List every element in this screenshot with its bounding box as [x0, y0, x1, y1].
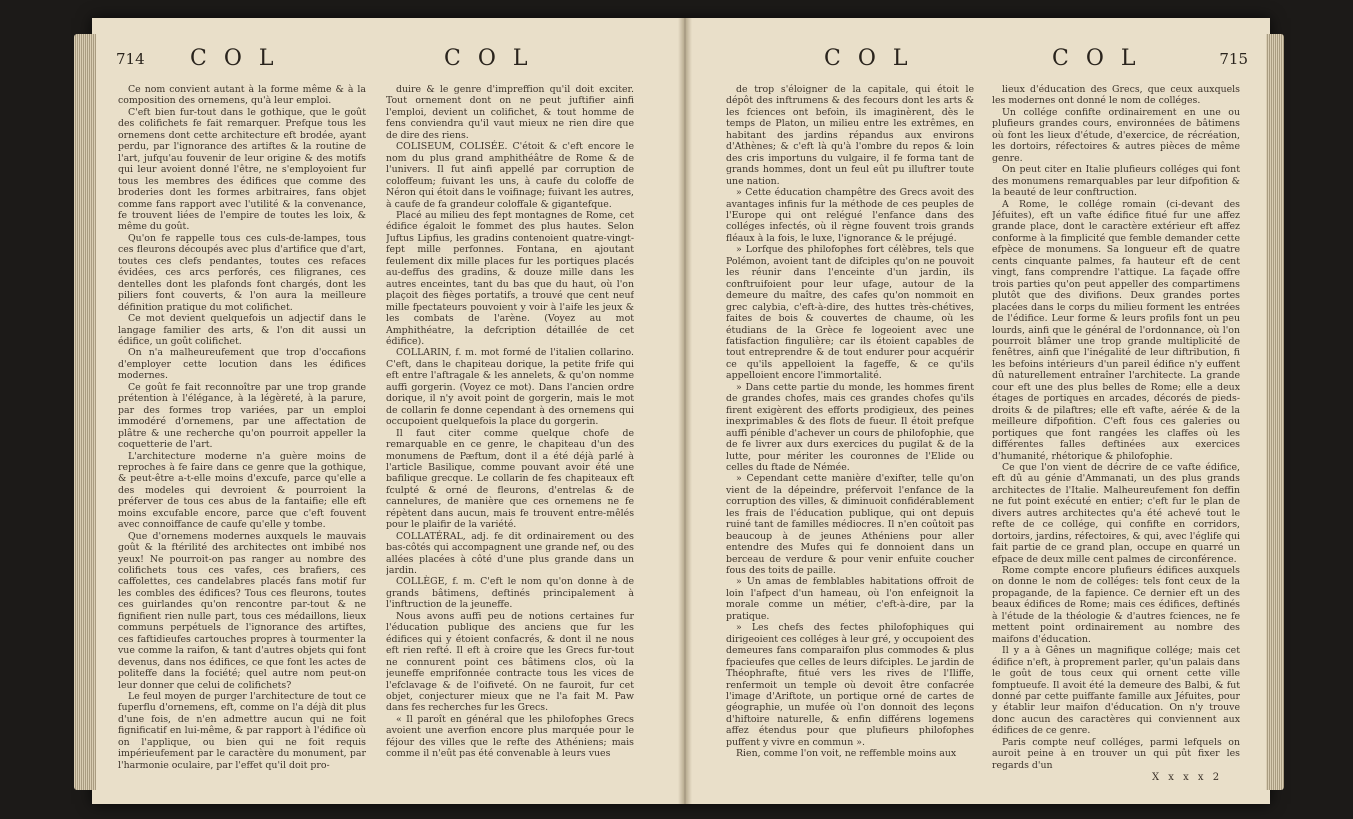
paragraph: Que d'ornemens modernes auxquels le mauvais goût & la ftérilité des architectes ont imbibé nos yeux! Ne pourroit-on pas ranger au nombre des colifichets tous ces vafes, ces brafiers, ces caffolettes, ces candelabres placés fans motif fur les combles des édifices? Tous ces fleurons, toutes ces guirlandes qu'on rencontre par-tout & ne fignifient rien nulle part, tous ces médaillons, lieux communs perpétuels de l'ignorance des artiftes, ces faftidieufes cartouches propres à tourmenter la vue comme la raifon, & tant d'autres objets qui font devenus, dans nos édifices, ce que font les actes de politeffe dans la fociété; quel autre nom peut-on leur donner que celui de colifichets? — [118, 530, 366, 691]
left-page — [92, 18, 678, 804]
paragraph: Le feul moyen de purger l'architecture de tout ce fuperflu d'ornemens, eft, comme on l'a déjà dit plus d'une fois, de n'en admettre aucun qui ne foit fignificatif en lui-même, & par rapport à l'édifice où on l'applique, ou bien qui ne foit requis impérieufement par le caractère du monument, par l'harmonie oculaire, par l'effet qu'il doit pro- — [118, 691, 366, 771]
paragraph: » Un amas de femblables habitations offroit de loin l'afpect d'un hameau, où l'on enfeignoit la morale comme un métier, c'eft-à-dire, par la pratique. — [726, 576, 974, 622]
running-head: C O L — [190, 46, 279, 71]
paragraph: « Il paroît en général que les philofophes Grecs avoient une averfion encore plus marquée pour le féjour des villes que le refte des Athéniens; mais comme il n'eût pas été convenable à leurs vues — [386, 713, 634, 760]
paragraph: Paris compte neuf colléges, parmi lefquels on auroit peine à en trouver un qui pût fixer les regards d'un — [992, 736, 1240, 770]
paragraph: On n'a malheureufement que trop d'occafions d'employer cette locution dans les édifices modernes. — [118, 347, 366, 382]
paragraph: A Rome, le collége romain (ci-devant des Jéfuites), eft un vafte édifice fitué fur une affez grande place, dont le caractère extérieur eft affez conforme à la fimplicité que femble demander cette efpèce de monumens. Sa longueur eft de quatre cents cinquante palmes, fa hauteur eft de cent vingt, fans comprendre l'attique. La façade offre trois parties qu'on peut appeller des compartimens plutôt que des divifions. Deux grandes portes placées dans le corps du milieu forment les entrées de l'édifice. Leur forme & leurs profils font un peu lourds, ainfi que le général de l'ordonnance, où l'on pourroit blâmer une trop grande multiplicité de fenêtres, ainfi que l'inégalité de leur diftribution, fi les befoins intérieurs d'un pareil édifice n'y euffent dû naturellement entraîner l'architecte. La grande cour eft une des plus belles de Rome; elle a deux étages de portiques en arcades, décorés de pieds-droits & de pilaftres; elle eft vafte, aérée & de la meilleure difpofition. C'eft fous ces galeries ou portiques que font rangées les claffes où les différentes falles deftinées aux exercices d'humanité, rhétorique & philofophie. — [992, 198, 1240, 462]
paragraph: Ce mot devient quelquefois un adjectif dans le langage familier des arts, & l'on dit aussi un édifice, un goût colifichet. — [118, 313, 366, 347]
paragraph: C'eft bien fur-tout dans le gothique, que le goût des colifichets fe fait remarquer. Prefque tous les ornemens dont cette architecture eft brodée, ayant perdu, par l'ignorance des artiftes & la routine de l'art, jufqu'au fouvenir de leur origine & des motifs qui leur avoient donné l'être, ne s'employoient fur tous les membres des édifices que comme des broderies dont les formes arbitraires, fans objet comme fans rapport avec l'utilité & la convenance, fe trouvent liées de l'empire de toutes les loix, & même du goût. — [118, 106, 366, 233]
paragraph: duire & le genre d'impreffion qu'il doit exciter. Tout ornement dont on ne peut juftifier ainfi l'emploi, devient un colifichet, & tout homme de fens conviendra qu'il vaut mieux ne rien dire que de dire des riens. — [386, 84, 634, 141]
paragraph: Ce que l'on vient de décrire de ce vafte édifice, eft dû au génie d'Ammanati, un des plus grands architectes de l'Italie. Malheureufement fon deffin ne fut point exécuté en entier; c'eft fur le plan de divers autres architectes qu'a été achevé tout le refte de ce collége, qui confifte en corridors, dortoirs, jardins, réfectoires, & qui, avec l'églife qui fait partie de ce grand plan, occupe en quarré un efpace de deux mille cent palmes de circonférence. — [992, 461, 1240, 565]
left-page-edge — [74, 34, 96, 790]
running-head: C O L — [824, 46, 913, 71]
right-page-edge — [1266, 34, 1284, 790]
paragraph: Qu'on fe rappelle tous ces culs-de-lampes, tous ces fleurons découpés avec plus d'artifice que d'art, toutes ces clefs pendantes, toutes ces refaces évidées, ces arcs perforés, ces filigranes, ces dentelles dont les plafonds font chargés, dont les piliers font couverts, & l'on aura la meilleure définition pratique du mot colifichet. — [118, 232, 366, 313]
running-head: C O L — [1052, 46, 1141, 71]
paragraph: COLISEUM, COLISÉE. C'étoit & c'eft encore le nom du plus grand amphithéâtre de Rome & de l'univers. Il fut ainfi appellé par corruption de coloffeum; fuivant les uns, à caufe du coloffe de Néron qui étoit dans le voifinage; fuivant les autres, à caufe de fa grandeur coloffale & gigantefque. — [386, 141, 634, 210]
paragraph: » Cette éducation champêtre des Grecs avoit des avantages infinis fur la méthode de ces peuples de l'Europe qui ont relégué l'enfance dans des colléges infectés, où il règne fouvent trois grands fléaux à la fois, le luxe, l'ignorance & le préjugé. — [726, 187, 974, 244]
paragraph: Il y a à Gênes un magnifique collége; mais cet édifice n'eft, à proprement parler, qu'un palais dans le goût de tous ceux qui ornent cette ville fomptueufe. Il avoit été la demeure des Balbi, & fut donné par cette puiffante famille aux Jéfuites, pour y établir leur maifon d'éducation. On n'y trouve donc aucun des caractères qui conviennent aux édifices de ce genre. — [992, 645, 1240, 737]
open-book — [92, 18, 1270, 804]
paragraph: Ce goût fe fait reconnoître par une trop grande prétention à l'élégance, à la légèreté, à la parure, par des formes trop variées, par un emploi immodéré d'ornemens, par une affectation de plâtre & une recherche qu'on pourroit appeller la coquetterie de l'art. — [118, 381, 366, 451]
text-column-left-2 — [386, 84, 634, 784]
paragraph: Un collége confifte ordinairement en une ou plufieurs grandes cours, environnées de bâtimens où font les lieux d'étude, d'exercice, de récréation, les dortoirs, réfectoires & autres pièces de même genre. — [992, 106, 1240, 164]
paragraph: On peut citer en Italie plufieurs colléges qui font des monumens remarquables par leur difpofition & la beauté de leur conftruction. — [992, 164, 1240, 199]
paragraph: Ce nom convient autant à la forme même & à la composition des ornemens, qu'à leur emploi. — [118, 84, 366, 107]
text-column-right-2 — [992, 84, 1240, 770]
book-gutter — [678, 18, 692, 804]
running-head: C O L — [444, 46, 533, 71]
paragraph: Il faut citer comme quelque chofe de remarquable en ce genre, le chapiteau d'un des monumens de Pæftum, dont il a été déjà parlé à l'article Basilique, comme pouvant avoir été une bafilique grecque. Le collarin de fes chapiteaux eft fculpté & orné de fleurons, d'entrelas & de cannelures, de manière que ces ornemens ne fe répètent dans aucun, mais fe trouvent entre-mêlés pour le plaifir de la variété. — [386, 427, 634, 531]
paragraph: » Lorfque des philofophes fort célèbres, tels que Polémon, avoient tant de difciples qu'on ne pouvoit les réunir dans l'enceinte d'un jardin, ils conftruifoient pour leur ufage, autour de la demeure du maître, des cafes qu'on nommoit en grec calybia, c'eft-à-dire, des huttes très-chétives, faites de bois & couvertes de chaume, où les étudians de la Grèce fe logeoient avec une fatisfaction fingulière; car ils étoient capables de tout entreprendre & de tout endurer pour acquérir ce qu'ils appelloient la fageffe, & ce qu'ils appelloient encore l'immortalité. — [726, 244, 974, 382]
paragraph: » Cependant cette manière d'exifter, telle qu'on vient de la dépeindre, préfervoit l'enfance de la corruption des villes, & diminuoit confidérablement les frais de l'éducation publique, qui ont depuis ruiné tant de familles médiocres. Il n'en coûtoit pas beaucoup à de jeunes Athéniens pour aller entendre des Mufes qui fe donnoient dans un berceau de verdure & pour venir enfuite coucher fous des toits de paille. — [726, 473, 974, 577]
page-number-left: 714 — [116, 50, 145, 68]
paragraph: COLLATÉRAL, adj. fe dit ordinairement ou des bas-côtés qui accompagnent une grande nef, ou des allées placées à côté d'une plus grande dans un jardin. — [386, 530, 634, 577]
signature-mark: X x x x 2 — [1152, 772, 1223, 783]
right-page — [692, 18, 1270, 804]
paragraph: » Les chefs des fectes philofophiques qui dirigeoient ces colléges à leur gré, y occupoient des demeures fans comparaifon plus commodes & plus fpacieufes que celles de leurs difciples. Le jardin de Théophrafte, fitué vers les rives de l'Iliffe, renfermoit un temple où devoit être confacrée l'image d'Ariftote, un portique orné de cartes de géographie, un mufée où l'on donnoit des leçons d'hiftoire naturelle, & enfin différens logemens affez étendus pour que plufieurs philofophes puffent y vivre en commun ». — [726, 622, 974, 748]
paragraph: » Dans cette partie du monde, les hommes firent de grandes chofes, mais ces grandes chofes qu'ils firent exigèrent des efforts prodigieux, des peines inexprimables & des flots de fueur. Il étoit prefque auffi pénible d'achever un cours de philofophie, que de fe livrer aux durs exercices du pugilat & de la lutte, pour mériter les couronnes de l'Elide ou celles du ftade de Némée. — [726, 381, 974, 473]
paragraph: Placé au milieu des fept montagnes de Rome, cet édifice égaloit le fommet des plus hautes. Selon Juftus Lipfius, les gradins contenoient quatre-vingt-fept mille perfonnes. Fontana, en ajoutant feulement dix mille places fur les portiques placés au-deffus des gradins, & douze mille dans les autres enceintes, tant du bas que du haut, où l'on plaçoit des fièges portatifs, a trouvé que cent neuf mille fpectateurs pouvoient y voir à l'aife les jeux & les combats de l'arène. (Voyez au mot Amphithéatre, la defcription détaillée de cet édifice). — [386, 209, 634, 347]
left-page-header — [114, 46, 656, 72]
paragraph: Rome compte encore plufieurs édifices auxquels on donne le nom de colléges: tels font ceux de la propagande, de la fapience. Ce dernier eft un des beaux édifices de Rome; mais ces édifices, deftinés à l'étude de la théologie & d'autres fciences, ne fe mettent point ordinairement au nombre des maifons d'éducation. — [992, 565, 1240, 645]
paragraph: Rien, comme l'on voit, ne reffemble moins aux — [736, 748, 957, 760]
paragraph: COLLÈGE, f. m. C'eft le nom qu'on donne à de grands bâtimens, deftinés principalement à l'inftruction de la jeuneffe. — [386, 576, 634, 611]
page-number-right: 715 — [1219, 50, 1248, 68]
paragraph: lieux d'éducation des Grecs, que ceux auxquels les modernes ont donné le nom de colléges. — [992, 84, 1240, 107]
text-column-right-1 — [726, 84, 974, 784]
paragraph: Nous avons auffi peu de notions certaines fur l'éducation publique des anciens que fur les édifices qui y étoient confacrés, & dont il ne nous eft rien refté. Il eft à croire que les Grecs fur-tout ne connurent point ces bâtimens clos, où la jeuneffe emprifonnée contracte tous les vices de l'efclavage & de l'oifiveté. On ne fauroit, fur cet objet, conjecturer mieux que ne l'a fait M. Paw dans fes recherches fur les Grecs. — [386, 610, 634, 714]
text-column-left-1 — [118, 84, 366, 784]
paragraph: COLLARIN, f. m. mot formé de l'italien collarino. C'eft, dans le chapiteau dorique, la petite frife qui eft entre l'aftragale & les annelets, & qu'on nomme auffi gorgerin. (Voyez ce mot). Dans l'ancien ordre dorique, il n'y avoit point de gorgerin, mais le mot de collarin fe donne cependant à des ornemens qui occupoient quelquefois la place du gorgerin. — [386, 347, 634, 428]
right-page-header — [714, 46, 1248, 72]
paragraph: L'architecture moderne n'a guère moins de reproches à fe faire dans ce genre que la gothique, & peut-être a-t-elle moins d'excufe, parce qu'elle a des modeles qui devroient & pourroient la préferver de tous ces abus de la fantaifie; elle eft moins excufable encore, parce que c'eft fouvent avec connoiffance de caufe qu'elle y tombe. — [118, 450, 366, 531]
paragraph: de trop s'éloigner de la capitale, qui étoit le dépôt des inftrumens & des fecours dont les arts & les fciences ont befoin, ils imaginèrent, dès le temps de Platon, un milieu entre les extrêmes, en habitant des jardins répandus aux environs d'Athènes; & c'eft là qu'à l'ombre du repos & loin des cris importuns du vulgaire, il fe forma tant de grands hommes, dont un feul eût pu illuftrer toute une nation. — [726, 84, 974, 187]
